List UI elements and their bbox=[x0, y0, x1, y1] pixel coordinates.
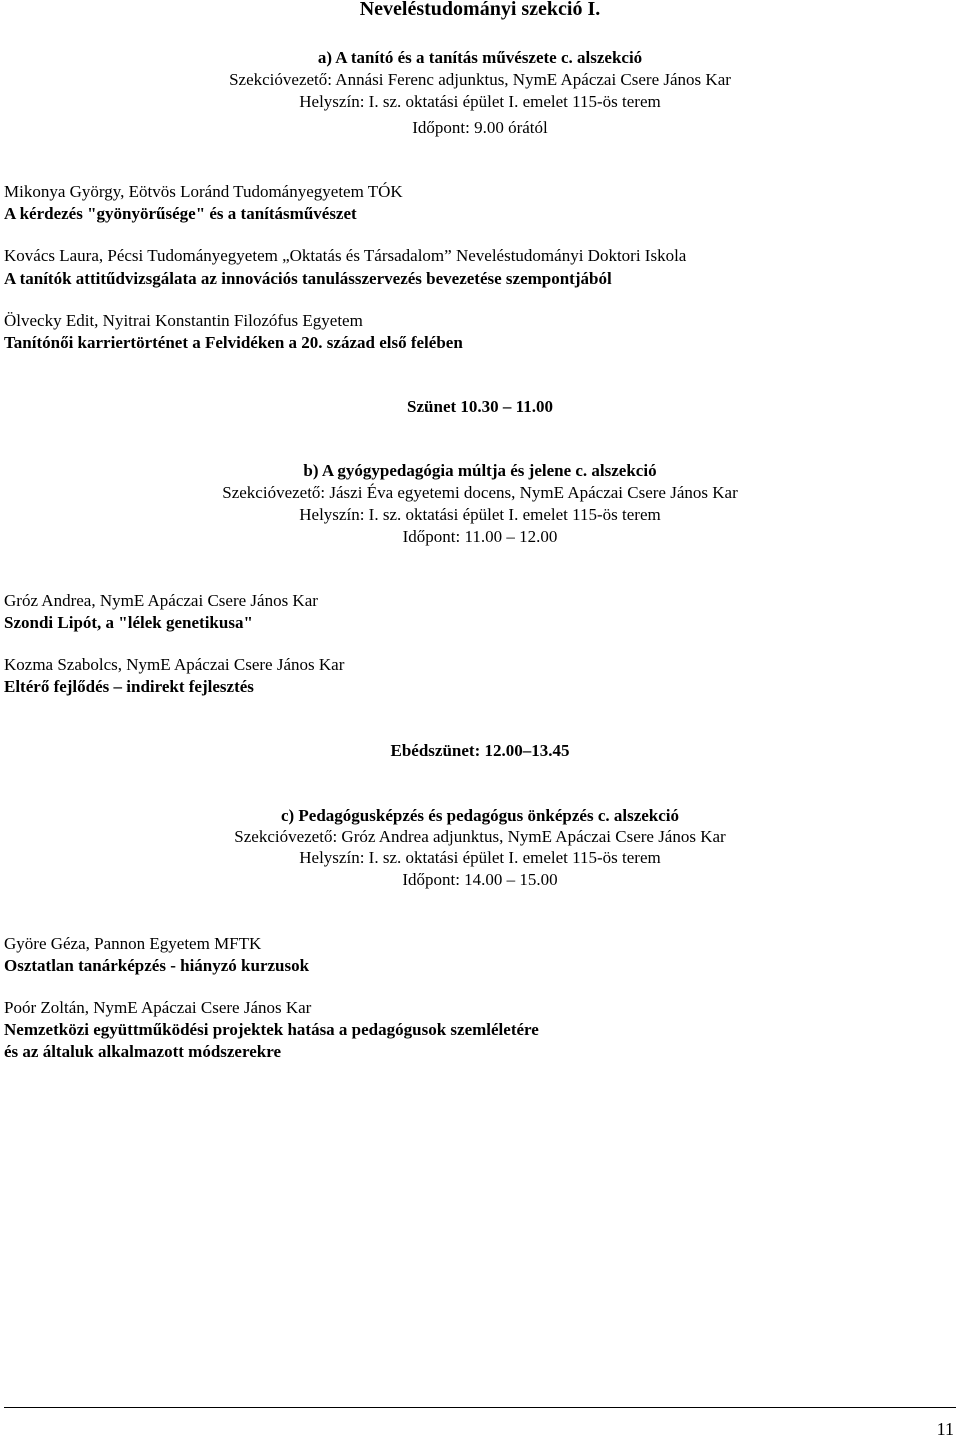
talk-presenter: Györe Géza, Pannon Egyetem MFTK bbox=[4, 934, 262, 953]
section-a-heading: a) A tanító és a tanítás művészete c. alszekció bbox=[317, 48, 643, 67]
talk-title: Osztatlan tanárképzés - hiányzó kurzusok bbox=[4, 956, 310, 975]
talk-title: A kérdezés "gyönyörűsége" és a tanításművészet bbox=[4, 204, 357, 223]
talk-title: Nemzetközi együttműködési projektek hatása a pedagógusok szemléletére bbox=[4, 1020, 539, 1039]
section-c-chair: Szekcióvezető: Gróz Andrea adjunktus, NymE Apáczai Csere János Kar bbox=[234, 827, 726, 846]
section-c-time: Időpont: 14.00 – 15.00 bbox=[402, 870, 558, 889]
section-c-heading: c) Pedagógusképzés és pedagógus önképzés c. alszekció bbox=[280, 806, 680, 825]
page-title: Neveléstudományi szekció I. bbox=[359, 0, 601, 20]
talk-title: Eltérő fejlődés – indirekt fejlesztés bbox=[4, 677, 254, 696]
section-a-venue: Helyszín: I. sz. oktatási épület I. emelet 115-ös terem bbox=[299, 92, 661, 111]
break-lunch: Ebédszünet: 12.00–13.45 bbox=[390, 741, 570, 760]
talk-presenter: Mikonya György, Eötvös Loránd Tudományegyetem TÓK bbox=[4, 182, 403, 201]
section-a-time: Időpont: 9.00 órától bbox=[412, 118, 548, 137]
talk-title-continued: és az általuk alkalmazott módszerekre bbox=[4, 1042, 281, 1061]
page-number: 11 bbox=[936, 1419, 954, 1439]
section-b-heading: b) A gyógypedagógia múltja és jelene c. alszekció bbox=[303, 461, 657, 480]
talk-presenter: Kozma Szabolcs, NymE Apáczai Csere János Kar bbox=[4, 655, 345, 674]
section-c-venue: Helyszín: I. sz. oktatási épület I. emelet 115-ös terem bbox=[299, 848, 661, 867]
section-b-venue: Helyszín: I. sz. oktatási épület I. emelet 115-ös terem bbox=[299, 505, 661, 524]
talk-title: Tanítónői karriertörténet a Felvidéken a 20. század első felében bbox=[4, 333, 463, 352]
break-coffee: Szünet 10.30 – 11.00 bbox=[407, 397, 553, 416]
talk-presenter: Poór Zoltán, NymE Apáczai Csere János Kar bbox=[4, 998, 312, 1017]
talk-title: Szondi Lipót, a "lélek genetikusa" bbox=[4, 613, 253, 632]
talk-presenter: Gróz Andrea, NymE Apáczai Csere János Kar bbox=[4, 591, 318, 610]
section-a-chair: Szekcióvezető: Annási Ferenc adjunktus, NymE Apáczai Csere János Kar bbox=[229, 70, 731, 89]
talk-title: A tanítók attitűdvizsgálata az innovációs tanulásszervezés bevezetése szempontjából bbox=[4, 269, 612, 288]
footer-divider bbox=[4, 1407, 956, 1408]
talk-presenter: Ölvecky Edit, Nyitrai Konstantin Filozófus Egyetem bbox=[4, 311, 363, 330]
section-b-chair: Szekcióvezető: Jászi Éva egyetemi docens, NymE Apáczai Csere János Kar bbox=[222, 483, 738, 502]
section-b-time: Időpont: 11.00 – 12.00 bbox=[402, 527, 558, 546]
talk-presenter: Kovács Laura, Pécsi Tudományegyetem „Oktatás és Társadalom” Neveléstudományi Doktori Iskola bbox=[4, 246, 687, 265]
